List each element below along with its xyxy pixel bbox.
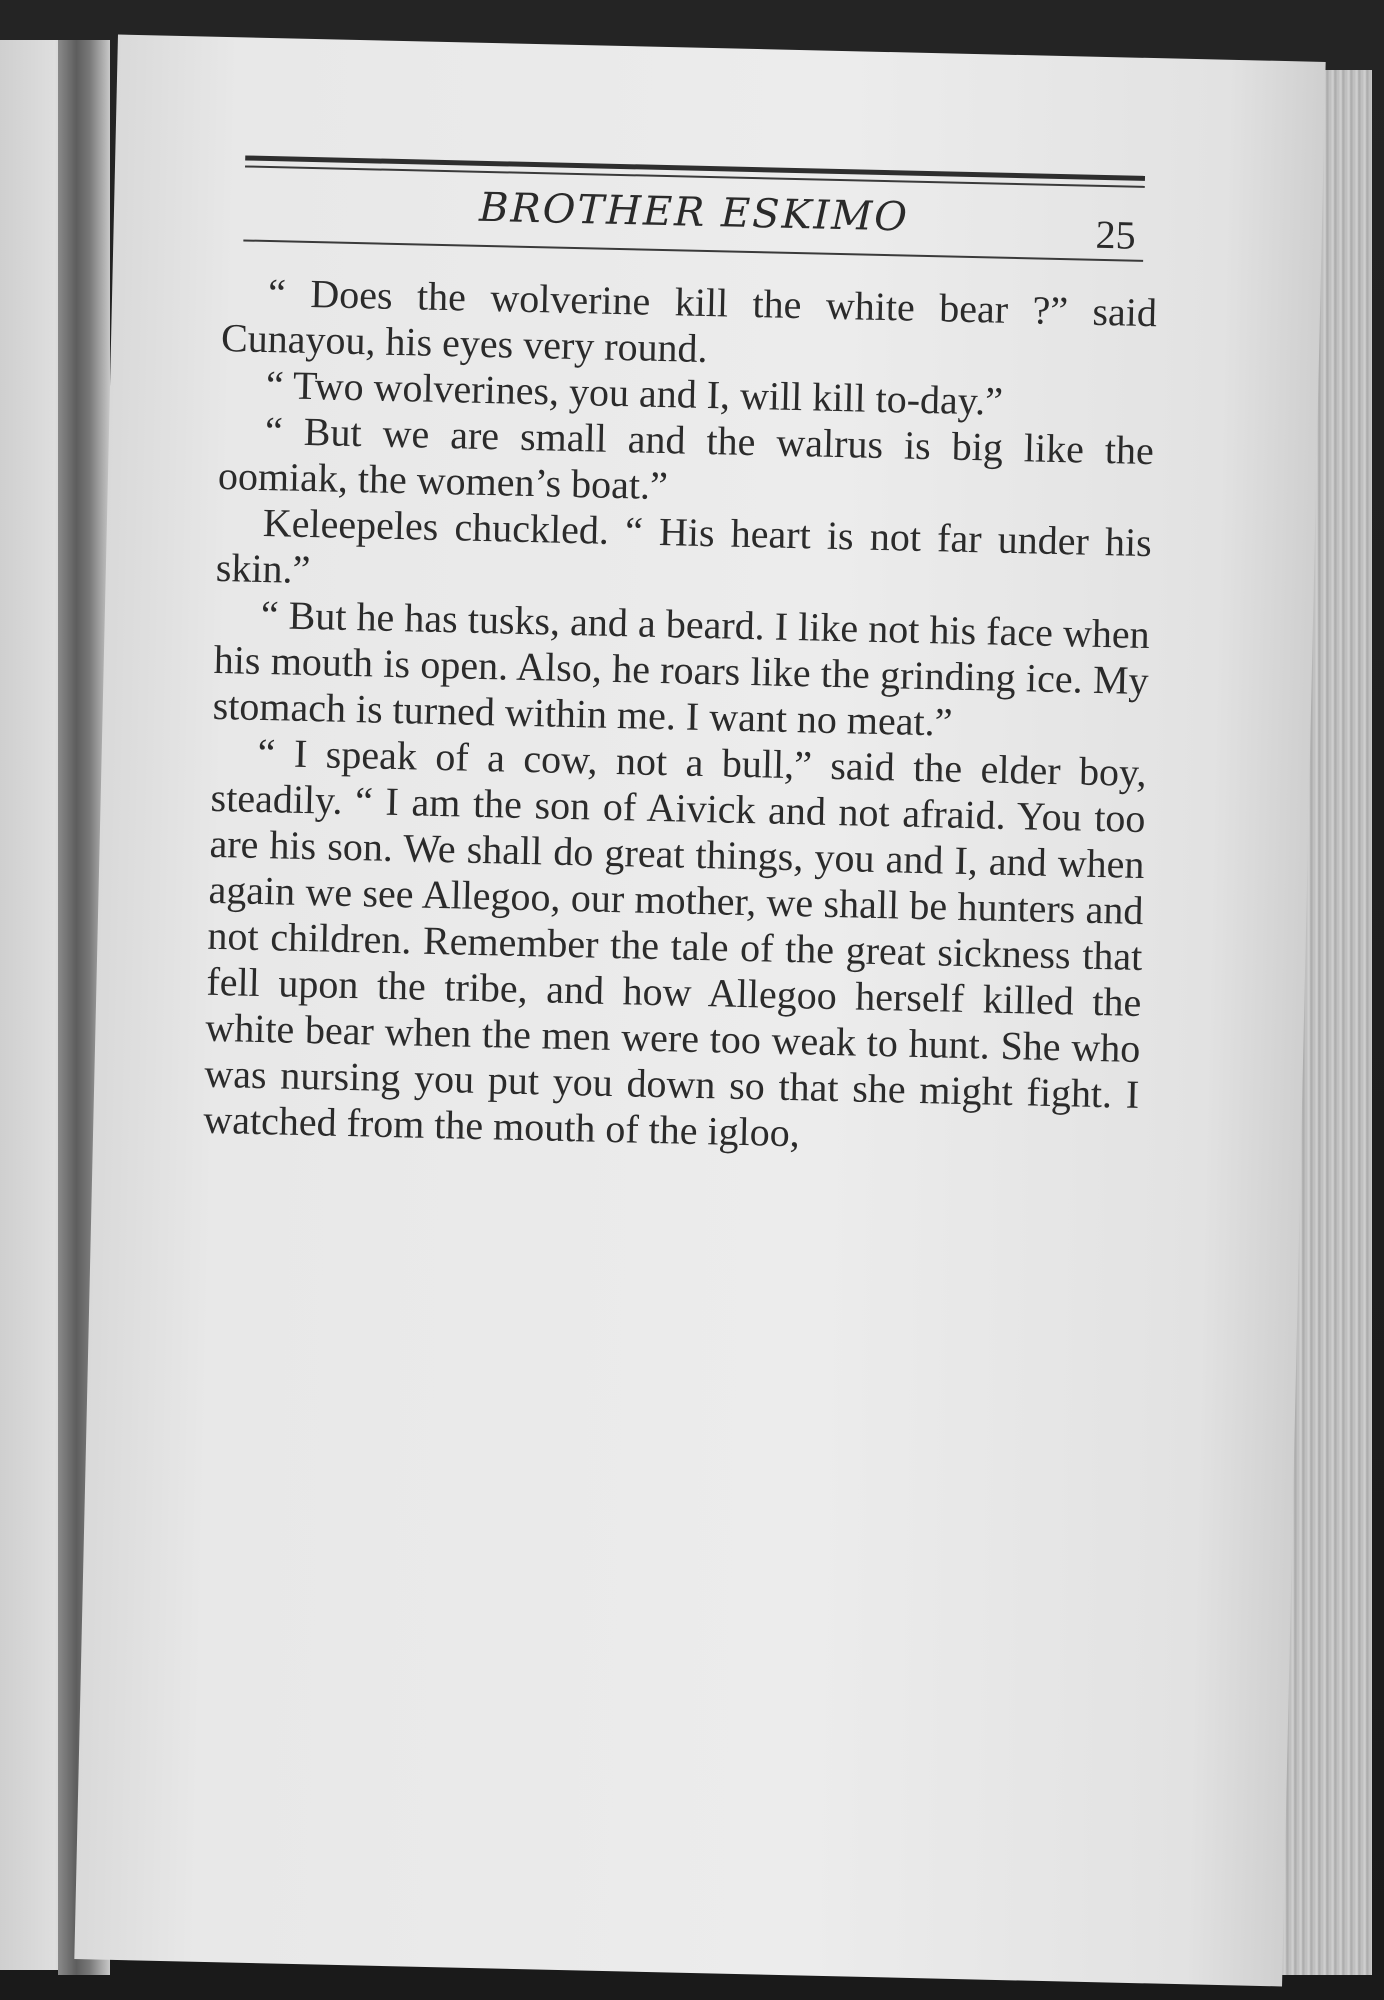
body-text bbox=[203, 269, 1158, 1164]
page-header bbox=[243, 155, 1145, 261]
paragraph: “ But we are small and the walrus is big like the oomiak, the women’s boat.” bbox=[217, 407, 1155, 509]
paragraph: “ I speak of a cow, not a bull,” said the elder boy, steadily. “ I am the son of Aivick and not afraid. You too are his son. We shall do great things, you and I, and when again we see Allegoo, our mother, we shall be hunters and not children. Remember the tale of the great sickness that fell upon the tribe, and how Allegoo herself killed the white bear when the men were too weak to hunt. She who was nursing you put you down so that she might fight. I watched from the mouth of the igloo, bbox=[202, 729, 1148, 1156]
running-title: BROTHER ESKIMO bbox=[478, 184, 910, 241]
paragraph: Keleepeles chuckled. “ His heart is not far under his skin.” bbox=[215, 499, 1153, 593]
paragraph: “ But he has tusks, and a beard. I like not his face when his mouth is open. Also, he roars like the grinding ice. My stomach is turned within me. I want no meat.” bbox=[212, 591, 1151, 745]
page-number: 25 bbox=[1095, 211, 1137, 258]
header-row bbox=[243, 167, 1144, 259]
paragraph: “ Does the wolverine kill the white bear ?” said Cunayou, his eyes very round. bbox=[220, 270, 1158, 371]
book-page bbox=[74, 35, 1325, 1987]
paragraph: “ Two wolverines, you and I, will kill to-day.” bbox=[265, 362, 1004, 424]
